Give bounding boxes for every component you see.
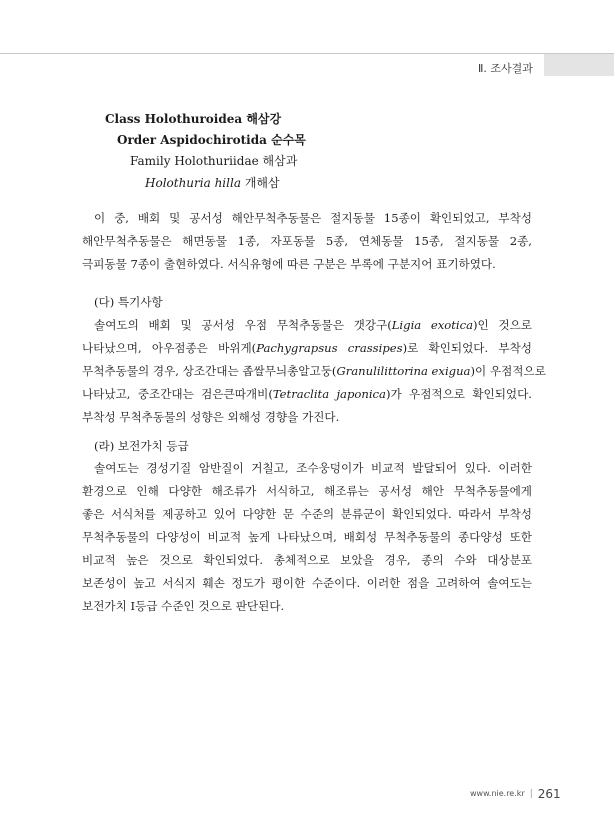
taxon-class: Class Holothuroidea 해삼강 [105,112,282,126]
taxon-family: Family Holothuriidae 해삼과 [130,154,298,168]
text-line: 이 중, 배회 및 공서성 해안무척추동물은 절지동물 15종이 확인되었고, 부착성 [94,211,532,225]
paragraph-summary [82,207,532,276]
footer-url: www.nie.re.kr [470,789,525,798]
text-line: 나타났고, 중조간대는 검은큰따개비(Tetraclita japonica)가 우점적으로 확인되었다. [82,387,532,401]
text-line: 극피동물 7종이 출현하였다. 서식유형에 따른 구분은 부록에 구분지어 표기하였다. [82,257,496,271]
text-line: 해안무척추동물은 해면동물 1종, 자포동물 5종, 연체동물 15종, 절지동물 2종, [82,234,532,248]
page-number: 261 [537,787,561,801]
latin-name: Tetraclita japonica [272,387,386,401]
paragraph-conservation-grade [82,457,532,618]
taxon-species [145,174,280,191]
latin-name: Ligia exotica [391,318,474,332]
text-line: 무척추동물의 다양성이 비교적 높게 나타났으며, 배회성 무척추동물의 종다양성 또한 [82,530,532,544]
section-heading-special-notes: (다) 특기사항 [94,295,163,309]
footer-separator: | [529,789,533,799]
text-line: 좋은 서식처를 제공하고 있어 다양한 문 수준의 분류군이 확인되었다. 따라서 부착성 [82,507,532,521]
latin-name: Granulilittorina exigua [336,364,471,378]
text-line: 무척추동물의 경우, 상조간대는 좁쌀무늬총알고둥(Granulilittorina exigua)이 우점적으로 [82,364,546,378]
text-line: 솔여도의 배회 및 공서성 우점 무척추동물은 갯강구(Ligia exotica)인 것으로 [94,318,533,332]
text-line: 나타났으며, 아우점종은 바위게(Pachygrapsus crassipes)로 확인되었다. 부착성 [82,341,532,355]
species-latin: Holothuria hilla [145,176,241,190]
section-heading-conservation-grade: (라) 보전가치 등급 [94,439,189,453]
text-line: 보존성이 높고 서식지 훼손 정도가 평이한 수준이다. 이러한 점을 고려하여 솔여도는 [82,576,532,590]
header-tab [544,54,614,76]
text-line: 비교적 높은 것으로 확인되었다. 총체적으로 보았을 경우, 종의 수와 대상분포 [82,553,532,567]
header-rule [0,53,614,54]
running-header: Ⅱ. 조사결과 [478,62,533,75]
text-line: 환경으로 인해 다양한 해조류가 서식하고, 해조류는 공서성 해안 무척추동물에게 [82,484,532,498]
page-footer [470,783,561,802]
latin-name: Pachygrapsus crassipes [256,341,403,355]
text-line: 부착성 무척추동물의 성향은 외해성 경향을 가진다. [82,410,340,424]
text-line: 보전가치 Ⅰ등급 수준인 것으로 판단된다. [82,599,285,613]
species-korean: 개해삼 [244,176,280,190]
text-line: 솔여도는 경성기질 암반질이 거칠고, 조수웅덩이가 비교적 발달되어 있다. 이러한 [94,461,532,475]
paragraph-special-notes [82,314,546,429]
taxon-order: Order Aspidochirotida 순수목 [117,133,306,147]
